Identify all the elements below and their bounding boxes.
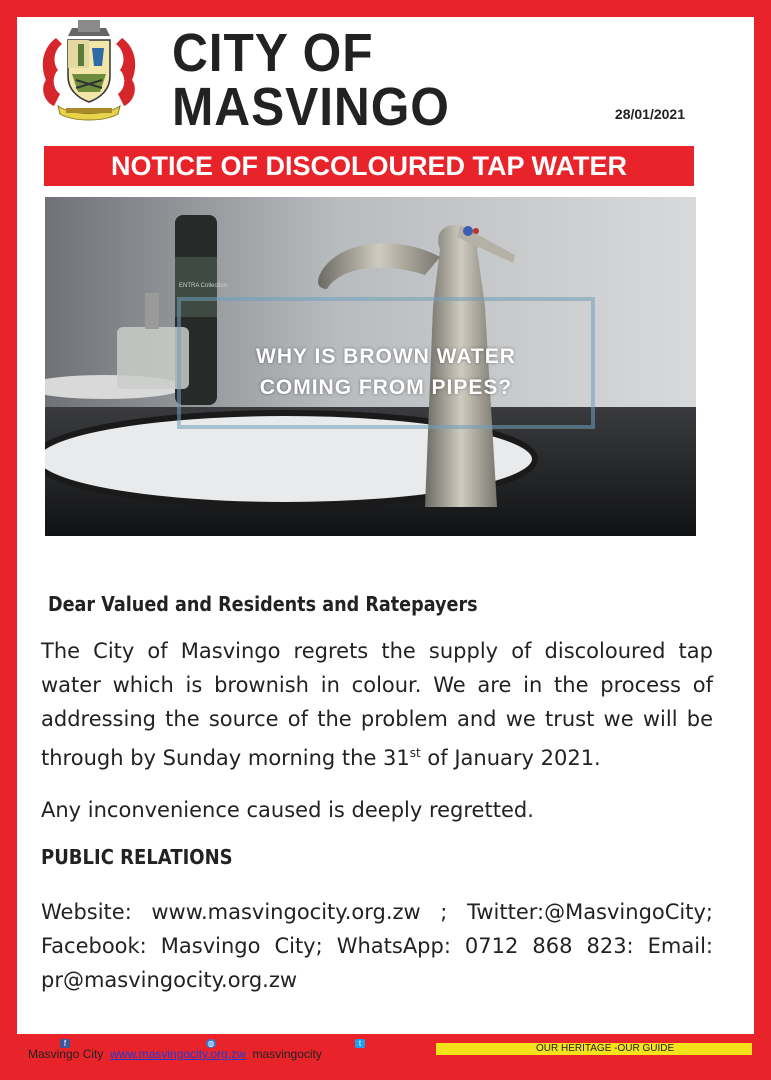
footer-motto: OUR HERITAGE -OUR GUIDE — [536, 1043, 675, 1054]
headline-line-2: COMING FROM PIPES? — [259, 376, 513, 399]
footer-links — [28, 1047, 322, 1061]
bottle-label-text: ENTRA Collection — [179, 283, 228, 289]
twitter-icon: t — [355, 1039, 365, 1048]
coat-of-arms-icon — [38, 18, 140, 124]
facebook-icon: f — [60, 1039, 70, 1048]
headline-line-1: WHY IS BROWN WATER — [256, 345, 516, 368]
ordinal-suffix: st — [409, 746, 421, 760]
signoff: PUBLIC RELATIONS — [41, 845, 233, 869]
notice-paragraph — [41, 634, 713, 775]
tap-water-photo — [45, 197, 696, 536]
footer-twitter[interactable]: masvingocity — [252, 1047, 322, 1061]
footer-facebook[interactable]: Masvingo City — [28, 1047, 104, 1061]
paragraph-text: The City of Masvingo regrets the supply of discoloured tap water which is brownish in colour. We are in the process of addressing the source of the problem and we trust we will be through by Sunday morning the 31 — [41, 639, 713, 770]
paragraph-text-end: of January 2021. — [420, 746, 601, 770]
page-title: CITY OF MASVINGO — [172, 23, 450, 137]
globe-icon: ◍ — [207, 1039, 215, 1048]
apology-paragraph: Any inconvenience caused is deeply regretted. — [41, 798, 534, 822]
salutation: Dear Valued and Residents and Ratepayers — [48, 592, 478, 616]
notice-banner: NOTICE OF DISCOLOURED TAP WATER — [44, 146, 694, 186]
contact-details: Website: www.masvingocity.org.zw ; Twitter:@MasvingoCity; Facebook: Masvingo City; WhatsApp: 0712 868 823: Email: pr@masvingocity.org.zw — [41, 900, 713, 992]
footer-website-link[interactable]: www.masvingocity.org.zw — [110, 1047, 246, 1061]
headline-text — [177, 341, 595, 403]
notice-date: 28/01/2021 — [614, 106, 685, 122]
